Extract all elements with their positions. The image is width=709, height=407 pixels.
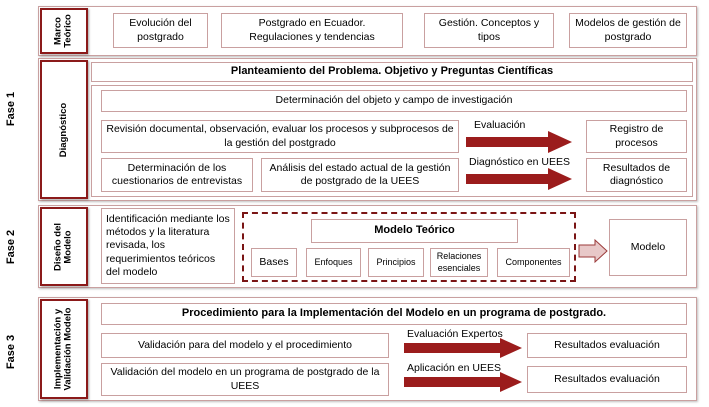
implementacion-label-text: Implementación y Validación Modelo bbox=[52, 307, 74, 391]
procedimiento-box: Procedimiento para la Implementación del Modelo en un programa de postgrado. bbox=[101, 303, 687, 325]
resultados-evaluacion-1-box: Resultados evaluación bbox=[527, 333, 687, 358]
planteamiento-box: Planteamiento del Problema. Objetivo y Preguntas Científicas bbox=[91, 62, 693, 82]
bases-box: Bases bbox=[251, 248, 297, 277]
modelos-box: Modelos de gestión de postgrado bbox=[569, 13, 687, 48]
evaluacion-arrow bbox=[466, 131, 576, 153]
marco-teorico-label-text: Marco Teórico bbox=[52, 14, 74, 48]
aplicacion-arrow-label: Aplicación en UEES bbox=[407, 362, 501, 374]
validacion-modelo-box: Validación para del modelo y el procedimiento bbox=[101, 333, 389, 358]
modelo-arrow bbox=[579, 240, 609, 262]
implementacion-label bbox=[40, 299, 88, 399]
relaciones-box: Relaciones esenciales bbox=[430, 248, 488, 277]
validacion-programa-box: Validación del modelo en un programa de postgrado de la UEES bbox=[101, 363, 389, 396]
expertos-arrow bbox=[404, 338, 526, 358]
evaluacion-arrow-label: Evaluación bbox=[474, 119, 526, 131]
resultados-diagnostico-box: Resultados de diagnóstico bbox=[586, 158, 687, 192]
diagnostico-arrow bbox=[466, 168, 576, 190]
diseno-label bbox=[40, 207, 88, 286]
principios-box: Principios bbox=[368, 248, 424, 277]
expertos-arrow-label: Evaluación Expertos bbox=[407, 328, 503, 340]
phase-2-label: Fase 2 bbox=[5, 229, 17, 265]
identificacion-box: Identificación mediante los métodos y la literatura revisada, los requerimientos teóricos del modelo bbox=[101, 208, 235, 284]
modelo-box: Modelo bbox=[609, 219, 687, 276]
evolucion-box: Evolución del postgrado bbox=[113, 13, 208, 48]
diagnostico-arrow-label: Diagnóstico en UEES bbox=[469, 156, 570, 168]
resultados-evaluacion-2-box: Resultados evaluación bbox=[527, 366, 687, 393]
gestion-box: Gestión. Conceptos y tipos bbox=[424, 13, 554, 48]
revision-box: Revisión documental, observación, evaluar los procesos y subprocesos de la gestión del postgrado bbox=[101, 120, 459, 153]
phase-1-label: Fase 1 bbox=[5, 91, 17, 127]
componentes-box: Componentes bbox=[497, 248, 570, 277]
aplicacion-arrow bbox=[404, 372, 526, 392]
diseno-label-text: Diseño del Modelo bbox=[52, 222, 74, 271]
diagnostico-label bbox=[40, 60, 88, 199]
phase-3-label: Fase 3 bbox=[5, 334, 17, 370]
enfoques-box: Enfoques bbox=[306, 248, 361, 277]
cuestionarios-box: Determinación de los cuestionarios de entrevistas bbox=[101, 158, 253, 192]
registro-box: Registro de procesos bbox=[586, 120, 687, 153]
marco-teorico-label bbox=[40, 8, 88, 54]
diagnostico-label-text: Diagnóstico bbox=[57, 102, 69, 157]
postgrado-ecuador-box: Postgrado en Ecuador. Regulaciones y tendencias bbox=[221, 13, 403, 48]
determinacion-objeto-box: Determinación del objeto y campo de investigación bbox=[101, 90, 687, 112]
modelo-teorico-box: Modelo Teórico bbox=[311, 219, 518, 243]
analisis-box: Análisis del estado actual de la gestión de postgrado de la UEES bbox=[261, 158, 459, 192]
